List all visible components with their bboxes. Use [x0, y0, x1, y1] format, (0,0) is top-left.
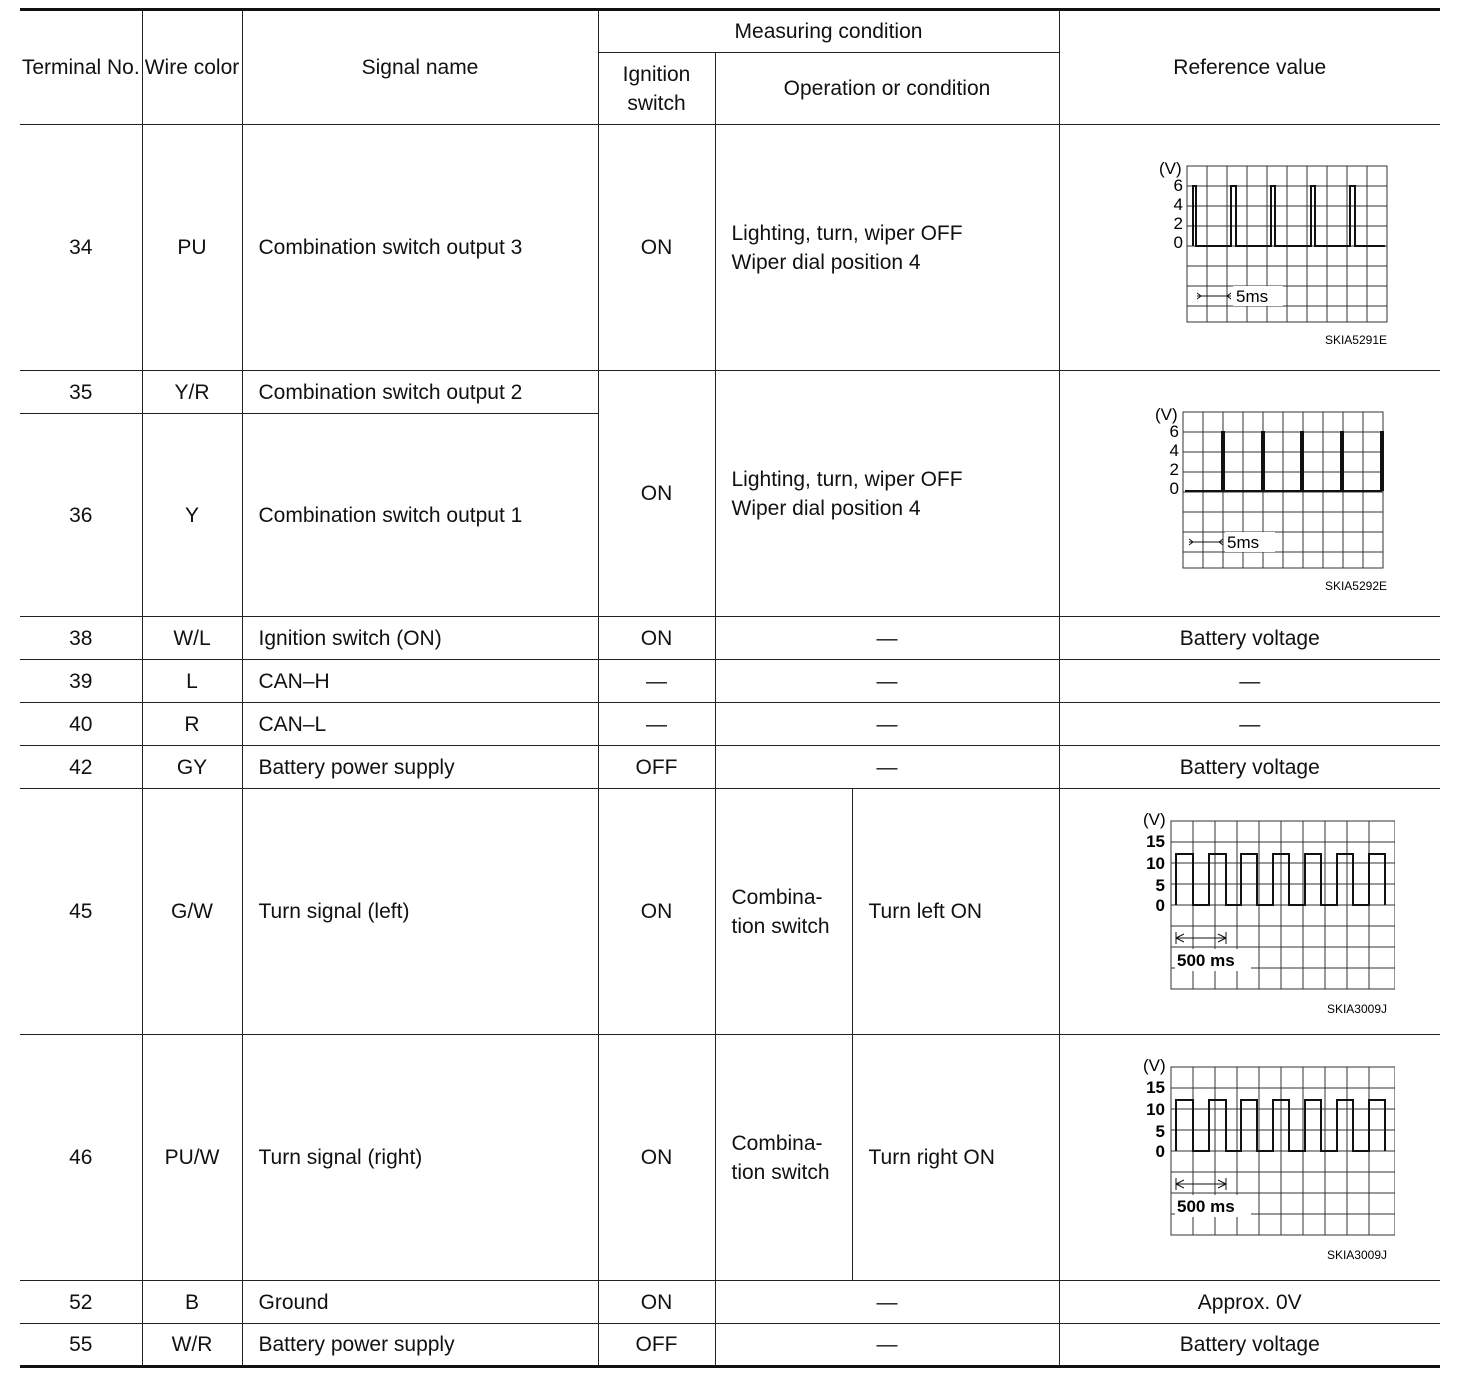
y-tick-label: 0: [1155, 1141, 1165, 1161]
reference-value: Approx. 0V: [1059, 1281, 1440, 1324]
operation-condition: —: [715, 617, 1059, 660]
time-scale-label: 500 ms: [1176, 950, 1235, 970]
y-tick-label: 2: [1169, 459, 1179, 479]
table-row: [20, 125, 1440, 371]
ignition-state: OFF: [598, 1324, 715, 1367]
y-tick-label: 15: [1145, 1077, 1165, 1097]
switch-name: [715, 789, 852, 1035]
table-row: [20, 703, 1440, 746]
y-tick-label: 15: [1145, 831, 1165, 851]
waveform-unit: (V): [1142, 809, 1166, 829]
signal-name: Combination switch output 1: [242, 414, 598, 617]
ignition-state: —: [598, 660, 715, 703]
signal-name: Battery power supply: [242, 746, 598, 789]
switch-line: Combina-: [731, 885, 823, 909]
figure-code: SKIA3009J: [1326, 1247, 1387, 1262]
y-tick-label: 6: [1169, 421, 1179, 441]
reference-waveform: [1059, 371, 1440, 617]
operation-line: Wiper dial position 4: [731, 250, 921, 274]
reference-value: Battery voltage: [1059, 746, 1440, 789]
figure-code: SKIA5291E: [1324, 332, 1387, 347]
operation-condition: [715, 125, 1059, 371]
time-scale-label: 5ms: [1235, 286, 1268, 306]
table-row: [20, 660, 1440, 703]
ignition-state: ON: [598, 1035, 715, 1281]
operation-condition: —: [715, 1281, 1059, 1324]
waveform-unit: (V): [1142, 1055, 1166, 1075]
y-tick-label: 2: [1173, 213, 1183, 233]
ignition-state: —: [598, 703, 715, 746]
terminal-no: 40: [20, 703, 142, 746]
signal-name: Turn signal (right): [242, 1035, 598, 1281]
operation-line: Lighting, turn, wiper OFF: [731, 467, 963, 491]
y-tick-label: 4: [1173, 194, 1183, 214]
operation-condition: [715, 371, 1059, 617]
header-measuring-condition: Measuring condition: [598, 10, 1059, 53]
terminal-no: 55: [20, 1324, 142, 1367]
signal-name: Turn signal (left): [242, 789, 598, 1035]
reference-value: Battery voltage: [1059, 1324, 1440, 1367]
wire-color: B: [142, 1281, 242, 1324]
table-row: [20, 789, 1440, 1035]
wire-color: R: [142, 703, 242, 746]
waveform-unit: (V): [1154, 404, 1178, 424]
table-row: [20, 1035, 1440, 1281]
ignition-state: ON: [598, 125, 715, 371]
header-operation: Operation or condition: [715, 53, 1059, 125]
terminal-no: 35: [20, 371, 142, 414]
terminal-no: 38: [20, 617, 142, 660]
signal-name: CAN–H: [242, 660, 598, 703]
wire-color: W/L: [142, 617, 242, 660]
operation-condition: —: [715, 660, 1059, 703]
y-tick-label: 0: [1173, 232, 1183, 252]
y-tick-label: 10: [1145, 1099, 1165, 1119]
reference-waveform: [1059, 125, 1440, 371]
ignition-state: ON: [598, 789, 715, 1035]
terminal-no: 42: [20, 746, 142, 789]
figure-code: SKIA3009J: [1326, 1001, 1387, 1016]
signal-name: Ground: [242, 1281, 598, 1324]
reference-value: —: [1059, 660, 1440, 703]
y-tick-label: 4: [1169, 440, 1179, 460]
table-row: [20, 1281, 1440, 1324]
switch-name: [715, 1035, 852, 1281]
header-reference-value: Reference value: [1059, 10, 1440, 125]
waveform-chart-w3: [1105, 807, 1395, 1017]
reference-value: —: [1059, 703, 1440, 746]
switch-line: Combina-: [731, 1131, 823, 1155]
operation-condition: Turn right ON: [852, 1035, 1059, 1281]
terminal-no: 45: [20, 789, 142, 1035]
y-tick-label: 0: [1155, 895, 1165, 915]
figure-code: SKIA5292E: [1324, 578, 1387, 593]
wire-color: W/R: [142, 1324, 242, 1367]
ignition-state: ON: [598, 1281, 715, 1324]
table-row: [20, 1324, 1440, 1367]
operation-line: Lighting, turn, wiper OFF: [731, 221, 963, 245]
operation-condition: —: [715, 746, 1059, 789]
terminal-spec-table: [20, 8, 1440, 1368]
waveform-chart-w1: [1105, 148, 1395, 348]
terminal-no: 46: [20, 1035, 142, 1281]
ignition-state: ON: [598, 617, 715, 660]
terminal-no: 36: [20, 414, 142, 617]
waveform-unit: (V): [1158, 158, 1182, 178]
operation-line: Wiper dial position 4: [731, 496, 921, 520]
waveform-chart-w2: [1105, 394, 1395, 594]
signal-name: CAN–L: [242, 703, 598, 746]
time-scale-label: 5ms: [1226, 532, 1259, 552]
signal-name: Ignition switch (ON): [242, 617, 598, 660]
terminal-no: 39: [20, 660, 142, 703]
ignition-state: ON: [598, 371, 715, 617]
header-terminal: Terminal No.: [20, 10, 142, 125]
wire-color: G/W: [142, 789, 242, 1035]
terminal-no: 34: [20, 125, 142, 371]
table-row: [20, 746, 1440, 789]
waveform-chart-w4: [1105, 1053, 1395, 1263]
operation-condition: —: [715, 703, 1059, 746]
table-row: [20, 617, 1440, 660]
signal-name: Battery power supply: [242, 1324, 598, 1367]
y-tick-label: 6: [1173, 175, 1183, 195]
header-wire-color: Wire color: [142, 10, 242, 125]
reference-waveform: [1059, 1035, 1440, 1281]
signal-name: Combination switch output 2: [242, 371, 598, 414]
header-ignition-switch: Ignition switch: [598, 53, 715, 125]
y-tick-label: 5: [1155, 875, 1165, 895]
operation-condition: Turn left ON: [852, 789, 1059, 1035]
wire-color: GY: [142, 746, 242, 789]
header-signal-name: Signal name: [242, 10, 598, 125]
wire-color: Y: [142, 414, 242, 617]
wire-color: L: [142, 660, 242, 703]
reference-value: Battery voltage: [1059, 617, 1440, 660]
switch-line: tion switch: [731, 1160, 830, 1184]
wire-color: PU: [142, 125, 242, 371]
reference-waveform: [1059, 789, 1440, 1035]
y-tick-label: 0: [1169, 478, 1179, 498]
y-tick-label: 5: [1155, 1121, 1165, 1141]
time-scale-label: 500 ms: [1176, 1196, 1235, 1216]
table-row: [20, 371, 1440, 414]
y-tick-label: 10: [1145, 853, 1165, 873]
ignition-state: OFF: [598, 746, 715, 789]
terminal-no: 52: [20, 1281, 142, 1324]
signal-name: Combination switch output 3: [242, 125, 598, 371]
wire-color: Y/R: [142, 371, 242, 414]
wire-color: PU/W: [142, 1035, 242, 1281]
operation-condition: —: [715, 1324, 1059, 1367]
switch-line: tion switch: [731, 914, 830, 938]
